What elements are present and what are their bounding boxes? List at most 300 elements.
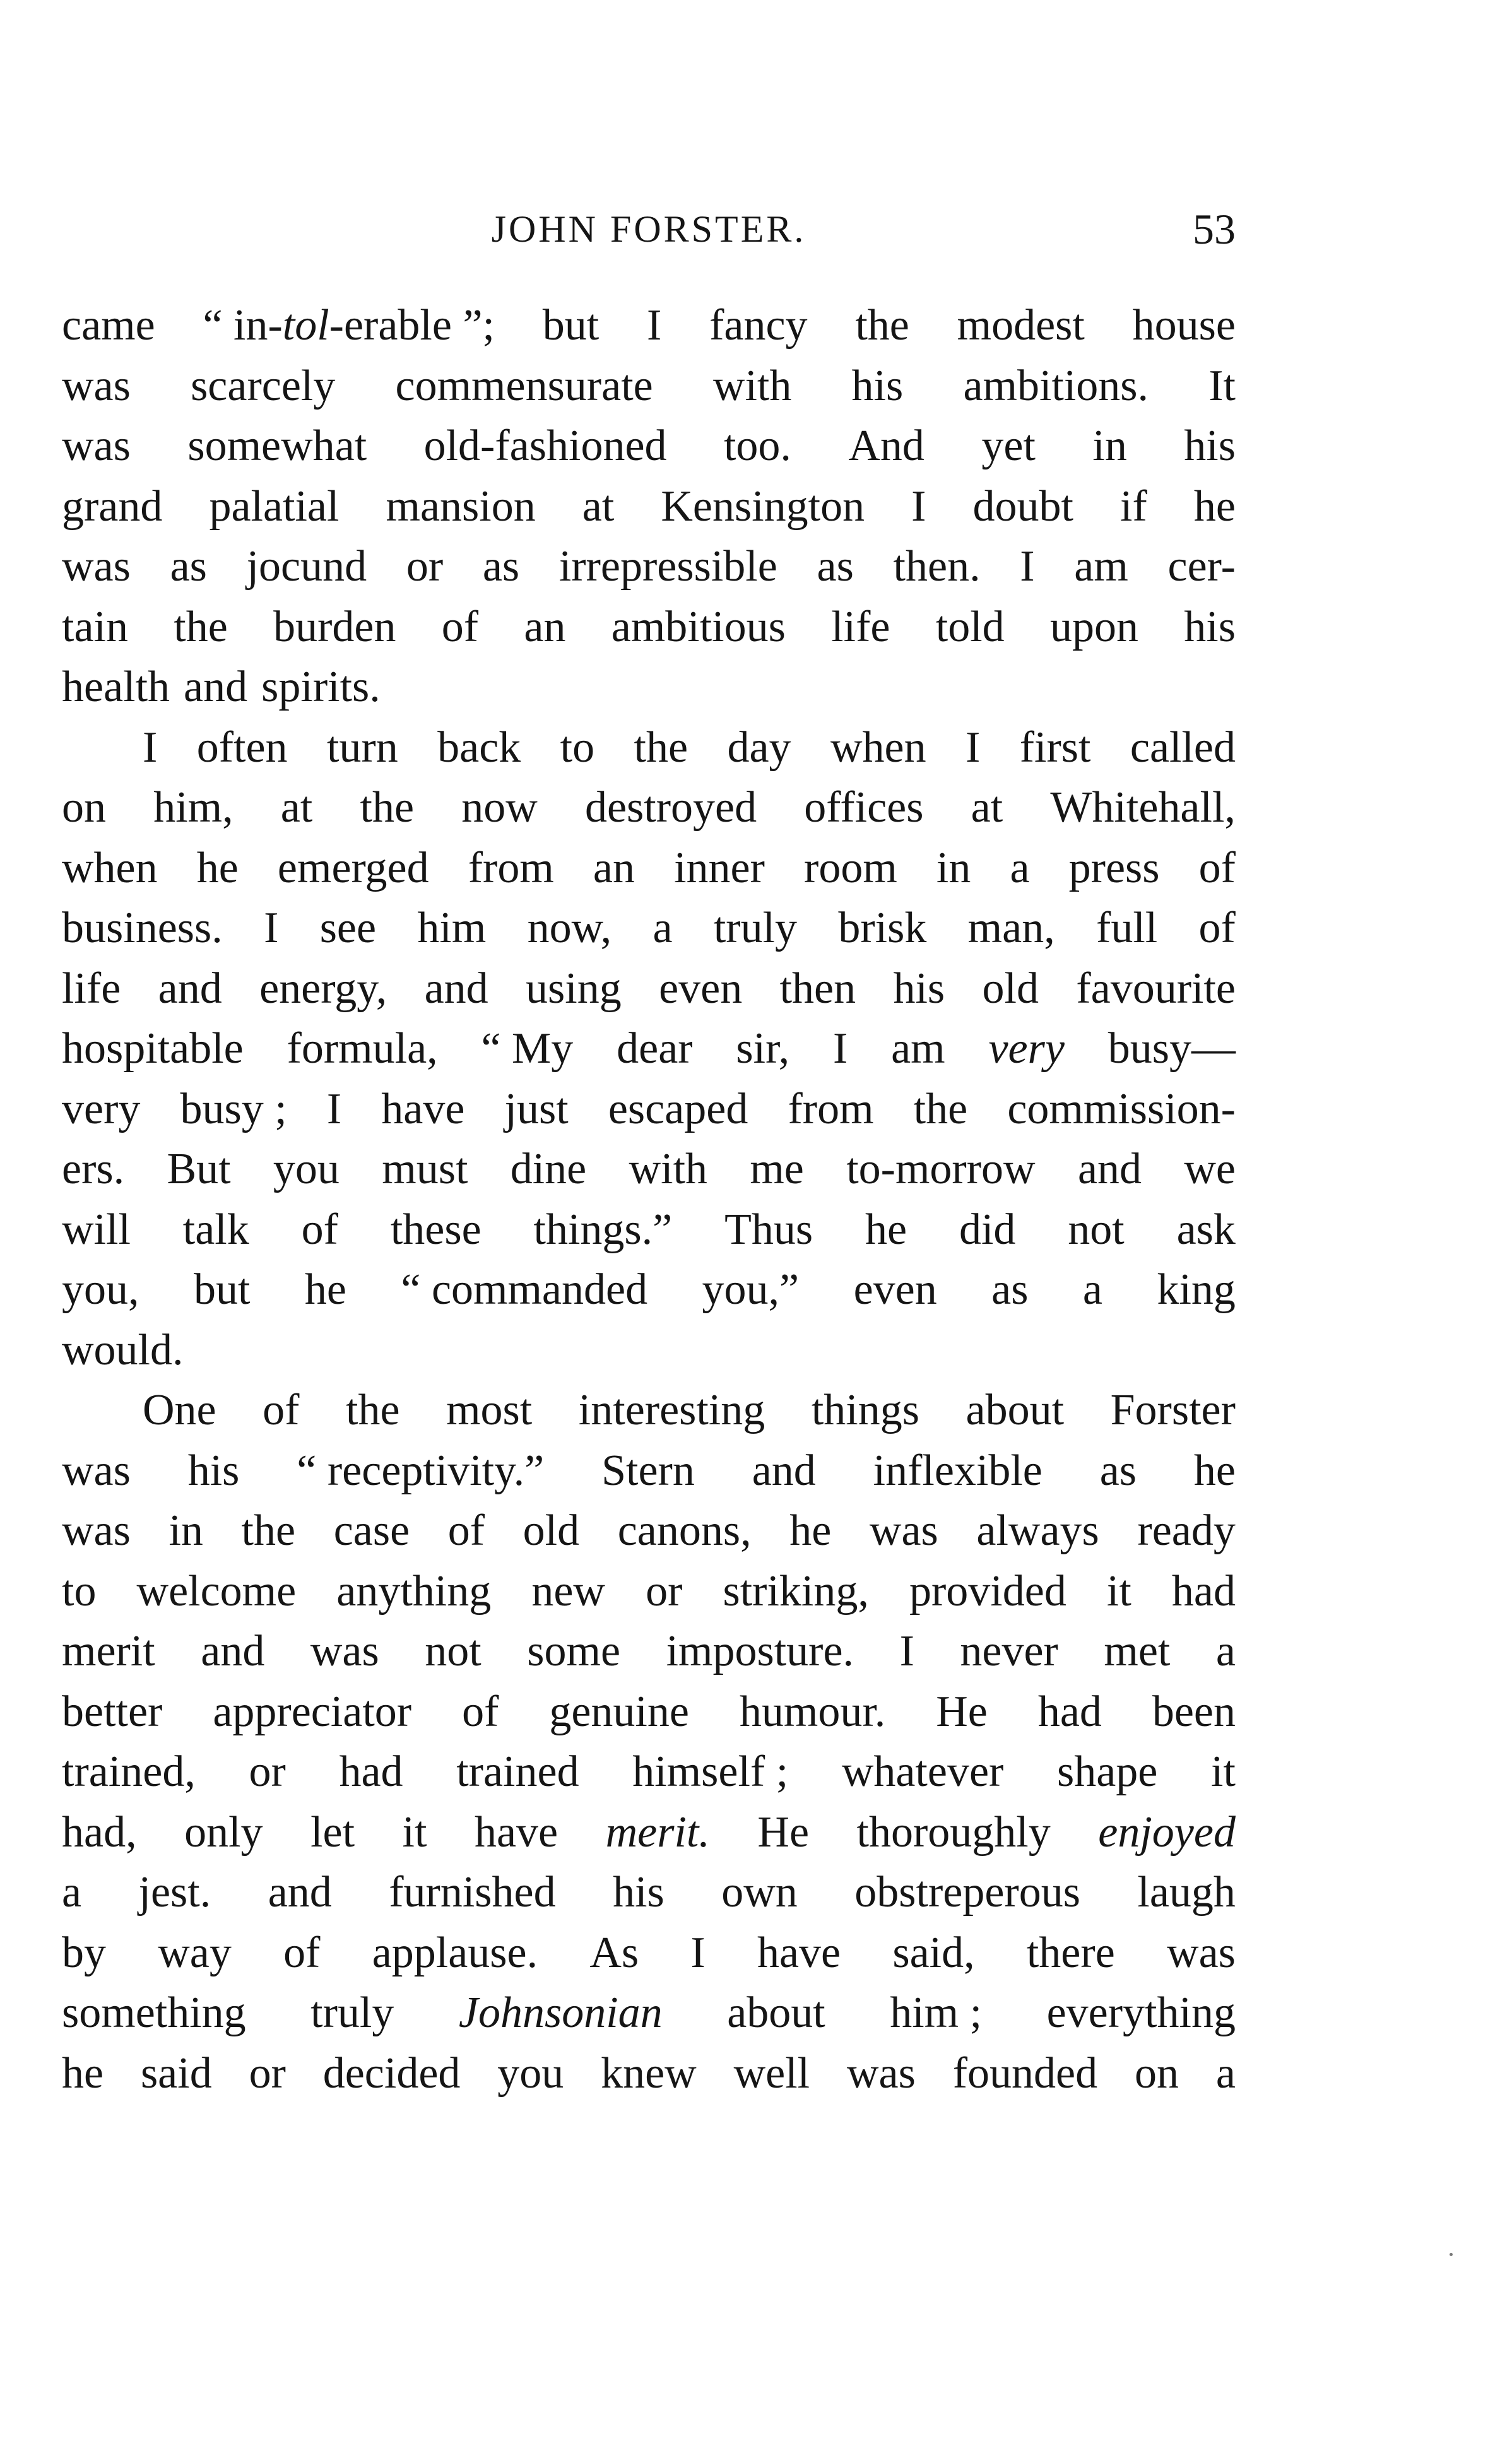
word: about	[727, 1988, 825, 2037]
word: applause.	[372, 1928, 538, 1977]
running-title: JOHN FORSTER.	[491, 208, 806, 250]
word: -erable ”;	[329, 301, 495, 350]
word: you	[497, 2048, 564, 2098]
word: we	[1184, 1145, 1236, 1193]
word: always	[976, 1506, 1099, 1555]
word: man,	[967, 904, 1055, 952]
word: most	[446, 1386, 533, 1434]
word: came	[62, 301, 155, 350]
word: genuine	[549, 1687, 689, 1736]
word: then	[779, 964, 856, 1013]
word: something	[62, 1988, 246, 2037]
word: old	[523, 1506, 580, 1555]
word: a	[62, 1868, 82, 1917]
word: old	[982, 964, 1039, 1013]
word: was	[62, 1506, 131, 1555]
word: a	[1082, 1265, 1102, 1314]
word: Kensington	[661, 482, 865, 531]
word: was	[1167, 1928, 1236, 1977]
word: had	[339, 1747, 403, 1796]
word: life	[831, 602, 890, 651]
word: he	[865, 1205, 907, 1254]
word: One	[143, 1386, 216, 1434]
word: imposture.	[666, 1627, 854, 1675]
word: mansion	[386, 482, 536, 531]
word: As	[589, 1928, 639, 1977]
word: of	[462, 1687, 499, 1736]
word: well	[733, 2048, 810, 2098]
word: “ commanded	[401, 1265, 648, 1314]
text-line	[62, 1983, 1236, 2043]
word: merit.	[605, 1807, 710, 1857]
word: I	[646, 301, 662, 350]
word: only	[184, 1807, 263, 1857]
word: he	[196, 843, 239, 892]
word: would.	[62, 1325, 184, 1374]
word: too.	[723, 422, 791, 470]
word: trained	[456, 1747, 579, 1796]
text-line	[62, 1742, 1236, 1802]
word: doubt	[972, 482, 1073, 531]
word: have	[474, 1807, 558, 1857]
text-line	[62, 1923, 1236, 1983]
word: ask	[1176, 1205, 1236, 1254]
word: things	[811, 1386, 919, 1434]
word: old-fashioned	[423, 422, 667, 470]
word: sir,	[736, 1024, 790, 1073]
word: was	[62, 542, 131, 591]
text-line	[62, 898, 1236, 959]
word: you,”	[702, 1265, 800, 1314]
word: talk	[182, 1205, 249, 1254]
word: burden	[273, 602, 396, 651]
text-line	[62, 1079, 1236, 1140]
text-line	[62, 1501, 1236, 1561]
word: will	[62, 1205, 131, 1254]
word: was	[62, 422, 131, 470]
word: Stern	[601, 1446, 695, 1495]
word: I	[143, 723, 158, 772]
word: the	[360, 783, 415, 832]
word: he	[1193, 1446, 1236, 1495]
word: about	[966, 1386, 1065, 1434]
text-line	[62, 777, 1236, 838]
text-line	[62, 1441, 1236, 1501]
word: him ;	[890, 1988, 983, 2037]
running-head	[62, 201, 1236, 257]
word: was	[62, 361, 131, 410]
word: way	[158, 1928, 232, 1977]
word: his	[851, 361, 904, 410]
text-line	[62, 1200, 1236, 1260]
word: or	[249, 2048, 286, 2098]
word: an	[524, 602, 566, 651]
word: by	[62, 1928, 106, 1977]
word: everything	[1046, 1988, 1236, 2037]
word: He	[936, 1687, 988, 1736]
word: now,	[527, 904, 612, 952]
word: from	[788, 1084, 874, 1133]
word: the	[855, 301, 909, 350]
word: the	[913, 1084, 968, 1133]
word: or	[406, 542, 444, 591]
word: “ in-	[203, 301, 283, 350]
word-group	[203, 295, 495, 356]
word: the	[174, 602, 228, 651]
word: did	[959, 1205, 1016, 1254]
word: but	[542, 301, 599, 350]
word: a	[1010, 843, 1030, 892]
word: called	[1130, 723, 1236, 772]
word: or	[249, 1747, 286, 1796]
page-number: 53	[1193, 205, 1236, 253]
word: decided	[322, 2048, 461, 2098]
word: ambitious	[611, 602, 786, 651]
word: first	[1019, 723, 1091, 772]
word: of	[441, 602, 479, 651]
word: often	[196, 723, 288, 772]
word: and	[268, 1868, 332, 1917]
word: busy ;	[180, 1084, 287, 1133]
word: said,	[892, 1928, 975, 1977]
word: just	[504, 1084, 569, 1133]
word: knew	[601, 2048, 697, 2098]
word: was	[869, 1506, 938, 1555]
word: And	[848, 422, 924, 470]
word: It	[1208, 361, 1236, 410]
word: trained,	[62, 1747, 196, 1796]
word: inflexible	[873, 1446, 1042, 1495]
word: and	[184, 663, 248, 711]
text-line	[62, 1802, 1236, 1863]
word: said	[140, 2048, 212, 2098]
text-line	[62, 1561, 1236, 1622]
word: the	[346, 1386, 400, 1434]
word: full	[1096, 904, 1158, 952]
word: grand	[62, 482, 163, 531]
word: see	[319, 904, 377, 952]
word: in	[168, 1506, 203, 1555]
text-line	[62, 657, 1236, 718]
word: was	[62, 1446, 131, 1495]
word: as	[991, 1265, 1029, 1314]
word: to	[62, 1566, 97, 1616]
word: energy,	[259, 964, 387, 1013]
word: anything	[336, 1566, 492, 1616]
word: offices	[804, 783, 924, 832]
word: things.”	[533, 1205, 673, 1254]
word: of	[301, 1205, 338, 1254]
word: provided	[909, 1566, 1066, 1616]
word: dine	[510, 1145, 587, 1193]
word: on	[1134, 2048, 1179, 2098]
word: you,	[62, 1265, 139, 1314]
word: irrepressible	[558, 542, 777, 591]
word: I	[965, 723, 981, 772]
word: of	[283, 1928, 321, 1977]
word: from	[468, 843, 554, 892]
text-line	[62, 295, 1236, 356]
scan-speck	[1450, 2253, 1453, 2256]
word: he	[1193, 482, 1236, 531]
word: am	[1074, 542, 1128, 591]
text-line	[62, 718, 1236, 778]
word: these	[390, 1205, 481, 1254]
word: he	[62, 2048, 104, 2098]
text-line	[62, 1621, 1236, 1682]
word: on	[62, 783, 106, 832]
text-line	[62, 1320, 1236, 1381]
word: striking,	[723, 1566, 869, 1616]
word: and	[1077, 1145, 1142, 1193]
word: press	[1068, 843, 1160, 892]
word: must	[382, 1145, 468, 1193]
word: canons,	[617, 1506, 752, 1555]
word: in	[936, 843, 971, 892]
word: appreciator	[213, 1687, 412, 1736]
word: of	[263, 1386, 300, 1434]
word: jocund	[246, 542, 367, 591]
word: business.	[62, 904, 223, 952]
word: then.	[893, 542, 981, 591]
word: if	[1120, 482, 1147, 531]
word: busy—	[1107, 1024, 1236, 1073]
word: you	[273, 1145, 340, 1193]
word: spirits.	[261, 663, 381, 711]
text-line	[62, 959, 1236, 1019]
word: or	[646, 1566, 683, 1616]
word: never	[960, 1627, 1058, 1675]
word: dear	[617, 1024, 693, 1073]
word: jest.	[138, 1868, 211, 1917]
word: turn	[326, 723, 398, 772]
word: Johnsonian	[458, 1988, 663, 2037]
word: But	[167, 1145, 231, 1193]
word: “ My	[481, 1024, 574, 1073]
word: using	[526, 964, 622, 1013]
word: I	[832, 1024, 848, 1073]
word: better	[62, 1687, 163, 1736]
word: he	[789, 1506, 832, 1555]
word: me	[750, 1145, 804, 1193]
word: truly	[310, 1988, 394, 2037]
word: as	[817, 542, 854, 591]
word: yet	[981, 422, 1036, 470]
word: when	[62, 843, 158, 892]
word: told	[935, 602, 1005, 651]
word: it	[1211, 1747, 1236, 1796]
word: his	[1184, 602, 1236, 651]
word: was	[846, 2048, 916, 2098]
word: he	[304, 1265, 346, 1314]
word: “ receptivity.”	[297, 1446, 545, 1495]
word: furnished	[389, 1868, 556, 1917]
word: I	[911, 482, 926, 531]
word: am	[891, 1024, 945, 1073]
word: ambitions.	[963, 361, 1149, 410]
text-line	[62, 1260, 1236, 1320]
word: was	[310, 1627, 379, 1675]
word: of	[447, 1506, 485, 1555]
word: commission-	[1007, 1084, 1236, 1133]
word: welcome	[136, 1566, 297, 1616]
word: the	[241, 1506, 296, 1555]
word: I	[690, 1928, 706, 1977]
word: with	[712, 361, 792, 410]
word: with	[629, 1145, 708, 1193]
text-line	[62, 2043, 1236, 2104]
word: a	[653, 904, 673, 952]
word: day	[727, 723, 791, 772]
word: as	[482, 542, 520, 591]
word: I	[326, 1084, 342, 1133]
word: tain	[62, 602, 128, 651]
word: room	[804, 843, 897, 892]
word: at	[582, 482, 615, 531]
word: Forster	[1110, 1386, 1236, 1434]
text-line	[62, 1862, 1236, 1923]
word: king	[1157, 1265, 1236, 1314]
word: cer-	[1167, 542, 1236, 591]
word: escaped	[608, 1084, 748, 1133]
word: even	[659, 964, 743, 1013]
word: to	[560, 723, 595, 772]
word: in	[1092, 422, 1127, 470]
word: Whitehall,	[1050, 783, 1236, 832]
word: not	[425, 1627, 481, 1675]
word: and	[201, 1627, 265, 1675]
text-line	[62, 356, 1236, 417]
word: very	[62, 1084, 141, 1133]
word: even	[853, 1265, 937, 1314]
text-line	[62, 1139, 1236, 1200]
word: as	[170, 542, 207, 591]
word: his	[187, 1446, 240, 1495]
word: when	[830, 723, 926, 772]
word: shape	[1057, 1747, 1158, 1796]
word: at	[280, 783, 313, 832]
word: merit	[62, 1627, 155, 1675]
word: truly	[713, 904, 798, 952]
text-line	[62, 597, 1236, 658]
word: health	[62, 663, 170, 711]
word: very	[988, 1024, 1065, 1073]
word: emerged	[277, 843, 429, 892]
word: of	[1198, 904, 1236, 952]
word: at	[971, 783, 1003, 832]
text-line	[62, 1682, 1236, 1742]
word: but	[193, 1265, 251, 1314]
word: inner	[674, 843, 765, 892]
word: tol	[282, 301, 329, 350]
word: been	[1152, 1687, 1236, 1736]
word: ers.	[62, 1145, 125, 1193]
word: it	[402, 1807, 427, 1857]
word: himself ;	[632, 1747, 789, 1796]
word: somewhat	[187, 422, 367, 470]
word: met	[1104, 1627, 1171, 1675]
word: humour.	[739, 1687, 886, 1736]
word: let	[310, 1807, 355, 1857]
text-line	[62, 1380, 1236, 1441]
word: formula,	[286, 1024, 438, 1073]
word: there	[1026, 1928, 1115, 1977]
word: to-morrow	[846, 1145, 1036, 1193]
word: fancy	[709, 301, 808, 350]
word: some	[527, 1627, 621, 1675]
word: of	[1198, 843, 1236, 892]
text-line	[62, 476, 1236, 537]
word: destroyed	[584, 783, 757, 832]
word: own	[721, 1868, 798, 1917]
word: his	[613, 1868, 664, 1917]
text-line	[62, 1019, 1236, 1079]
word: I	[899, 1627, 914, 1675]
word: interesting	[578, 1386, 765, 1434]
word: it	[1106, 1566, 1131, 1616]
word: scarcely	[191, 361, 336, 410]
word: upon	[1049, 602, 1138, 651]
word: an	[593, 843, 635, 892]
text-line	[62, 838, 1236, 899]
word: him	[417, 904, 487, 952]
text-line	[62, 416, 1236, 476]
word: new	[531, 1566, 605, 1616]
word: as	[1099, 1446, 1137, 1495]
word: have	[757, 1928, 841, 1977]
word: He	[757, 1807, 810, 1857]
word: had	[1037, 1687, 1102, 1736]
word: back	[437, 723, 521, 772]
word: had,	[62, 1807, 137, 1857]
word: whatever	[841, 1747, 1004, 1796]
word: thoroughly	[856, 1807, 1051, 1857]
word: Thus	[724, 1205, 813, 1254]
word: the	[634, 723, 688, 772]
word: brisk	[838, 904, 927, 952]
word: not	[1068, 1205, 1125, 1254]
word: I	[264, 904, 279, 952]
text-line	[62, 536, 1236, 597]
word: enjoyed	[1098, 1807, 1236, 1857]
word: have	[381, 1084, 465, 1133]
word: laugh	[1137, 1868, 1236, 1917]
word: and	[158, 964, 222, 1013]
word: had	[1171, 1566, 1236, 1616]
word: commensurate	[395, 361, 653, 410]
word: and	[424, 964, 488, 1013]
word: favourite	[1076, 964, 1236, 1013]
word: life	[62, 964, 121, 1013]
word: his	[893, 964, 945, 1013]
body-text	[62, 295, 1236, 2103]
word: obstreperous	[854, 1868, 1080, 1917]
word: house	[1132, 301, 1236, 350]
word: him,	[153, 783, 233, 832]
word: a	[1215, 2048, 1236, 2098]
word: modest	[957, 301, 1085, 350]
word: founded	[952, 2048, 1098, 2098]
word: palatial	[209, 482, 340, 531]
word: I	[1020, 542, 1035, 591]
word: now	[461, 783, 538, 832]
word: his	[1184, 422, 1236, 470]
word: a	[1215, 1627, 1236, 1675]
word: and	[752, 1446, 816, 1495]
word: ready	[1137, 1506, 1236, 1555]
word: hospitable	[62, 1024, 244, 1073]
word: case	[333, 1506, 410, 1555]
